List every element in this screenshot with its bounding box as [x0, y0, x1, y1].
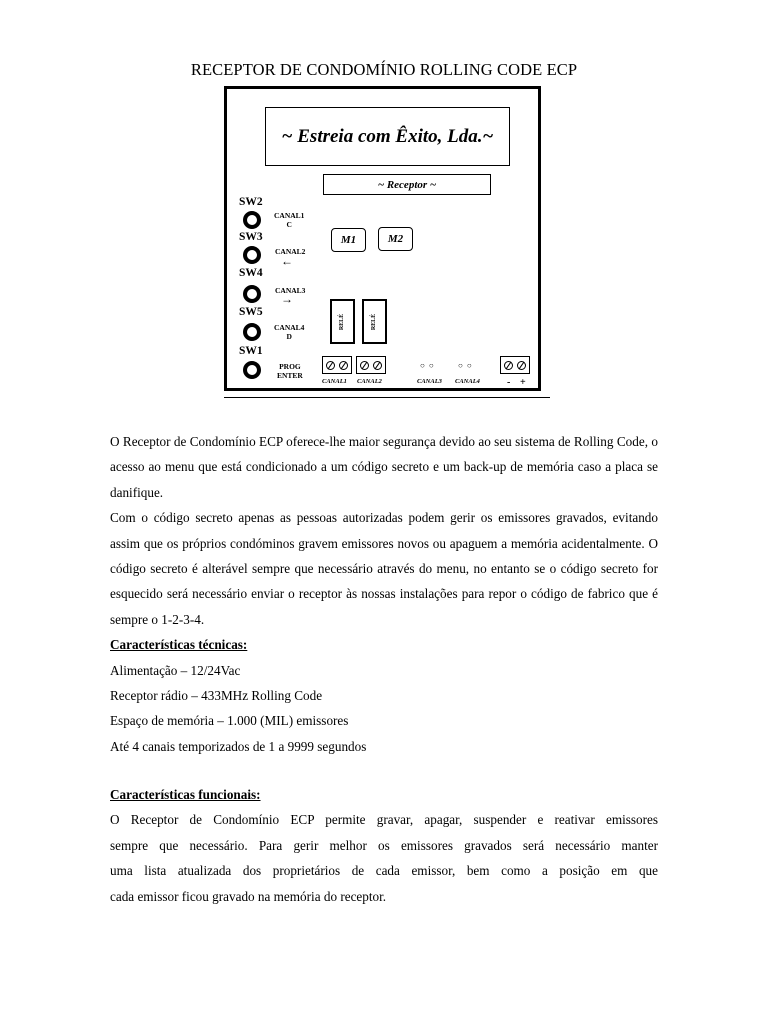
func-line-2: sempre que necessário. Para gerir melhor os emissores gravados será necessário manter: [110, 837, 658, 853]
rele-2: RELÉ: [362, 299, 387, 344]
sw1-button: [243, 361, 261, 379]
intro-paragraph-2: Com o código secreto apenas as pessoas autorizadas podem gerir os emissores gravados, evitando assim que os próprios condóminos gravem emissores novos ou apaguem a memória acidentalmente. O código secreto é alterável sempre que necessário através do menu, no entanto se o código secreto for esquecido será necessário enviar o receptor às nossas instalações para repor o código de fabrico que é sempre o 1-2-3-4.: [110, 510, 658, 627]
m2-button: M2: [378, 227, 413, 251]
terminal-label-canal4: CANAL4: [455, 378, 480, 385]
intro-section: [110, 429, 658, 759]
sw1-label: SW1: [239, 345, 263, 357]
tech-item-radio: Receptor rádio – 433MHz Rolling Code: [110, 688, 323, 704]
sw5-button: [243, 323, 261, 341]
tech-item-channels: Até 4 canais temporizados de 1 a 9999 segundos: [110, 738, 367, 754]
intro-paragraph-1: O Receptor de Condomínio ECP oferece-lhe maior segurança devido ao seu sistema de Rolling Code, o acesso ao menu que está condicionado a um código secreto e um back-up de memória caso a placa se danifique.: [110, 434, 658, 500]
sw2-button: [243, 211, 261, 229]
terminal-label-canal1: CANAL1: [322, 378, 347, 385]
terminal-canal1: [322, 356, 352, 374]
terminal-power: [500, 356, 530, 374]
func-heading: Características funcionais:: [110, 787, 261, 802]
receptor-label: ~ Receptor ~: [323, 174, 491, 195]
diagram-underline: [224, 397, 550, 398]
screw-icon: [326, 361, 335, 370]
screw-icon: [504, 361, 513, 370]
functional-section: [110, 782, 658, 909]
arrow-right-icon: →: [281, 292, 293, 306]
rele-1: RELÉ: [330, 299, 355, 344]
screw-icon: [360, 361, 369, 370]
screw-icon: [373, 361, 382, 370]
screw-icon: [517, 361, 526, 370]
receiver-board-diagram: [224, 86, 541, 391]
canal4-pins: ○○: [458, 361, 476, 370]
canal3-pins: ○○: [420, 361, 438, 370]
func-line-4: cada emissor ficou gravado na memória do receptor.: [110, 888, 387, 904]
canal4-label: CANAL4 D: [274, 323, 305, 341]
sw4-label: SW4: [239, 267, 263, 279]
document-title: RECEPTOR DE CONDOMÍNIO ROLLING CODE ECP: [190, 60, 578, 79]
prog-enter-label: PROG ENTER: [277, 362, 303, 380]
canal2-label: CANAL2: [275, 247, 306, 256]
terminal-label-canal2: CANAL2: [357, 378, 382, 385]
tech-heading: Características técnicas:: [110, 637, 248, 653]
brand-display: ~ Estreia com Êxito, Lda.~: [265, 107, 510, 166]
m1-button: M1: [331, 228, 366, 252]
sw4-button: [243, 285, 261, 303]
sw5-label: SW5: [239, 306, 263, 318]
plus-sign: +: [520, 377, 526, 388]
func-line-1: O Receptor de Condomínio ECP permite gravar, apagar, suspender e reativar emissores: [110, 812, 658, 828]
arrow-left-icon: ←: [281, 254, 293, 268]
canal1-label: CANAL1 C: [274, 211, 305, 229]
sw3-label: SW3: [239, 231, 263, 243]
func-line-3: uma lista atualizada dos proprietários de cada emissor, bem como a posição em que: [110, 863, 658, 879]
screw-icon: [339, 361, 348, 370]
sw3-button: [243, 246, 261, 264]
canal3-label: CANAL3: [275, 286, 306, 295]
terminal-label-canal3: CANAL3: [417, 378, 442, 385]
tech-item-power: Alimentação – 12/24Vac: [110, 662, 241, 678]
terminal-canal2: [356, 356, 386, 374]
sw2-label: SW2: [239, 196, 263, 208]
tech-item-memory: Espaço de memória – 1.000 (MIL) emissores: [110, 713, 349, 729]
minus-sign: -: [507, 377, 511, 388]
